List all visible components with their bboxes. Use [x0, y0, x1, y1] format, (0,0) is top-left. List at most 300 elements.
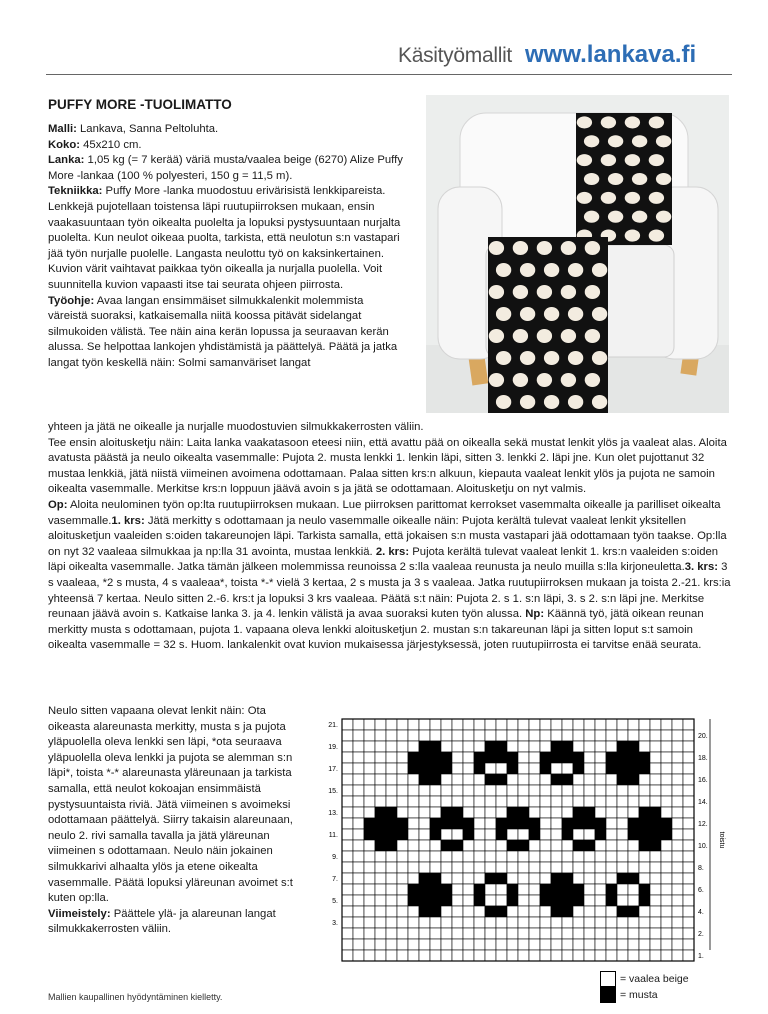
chart-cell [606, 906, 617, 917]
chart-cell [606, 741, 617, 752]
chart-cell [364, 741, 375, 752]
chart-cell [441, 928, 452, 939]
chart-cell [408, 950, 419, 961]
rug-dot [577, 192, 592, 204]
chart-cell [430, 928, 441, 939]
chart-cell [342, 829, 353, 840]
chart-cell [617, 719, 628, 730]
chart-cell [540, 917, 551, 928]
row-label-even: 20. [698, 733, 708, 740]
chart-cell [518, 862, 529, 873]
chart-cell [474, 719, 485, 730]
knitting-chart-grid [316, 715, 730, 967]
chart-cell [606, 807, 617, 818]
chart-cell [441, 719, 452, 730]
chart-cell [628, 939, 639, 950]
chart-cell [463, 785, 474, 796]
chart-cell [463, 719, 474, 730]
rug-dot [632, 173, 647, 185]
chart-cell [683, 752, 694, 763]
chart-cell [628, 829, 639, 840]
row-label-odd: 17. [328, 766, 338, 773]
chart-cell [353, 884, 364, 895]
bold-label: Työohje: [48, 294, 95, 307]
chart-cell [562, 818, 573, 829]
chart-cell [452, 785, 463, 796]
chart-cell [650, 862, 661, 873]
chart-cell [683, 895, 694, 906]
chart-cell [639, 895, 650, 906]
chart-cell [507, 862, 518, 873]
header-url-link[interactable]: www.lankava.fi [525, 41, 697, 68]
chart-cell [672, 785, 683, 796]
chart-cell [683, 950, 694, 961]
chart-cell [430, 939, 441, 950]
chart-cell [474, 730, 485, 741]
chart-cell [650, 796, 661, 807]
row-label-odd: 3. [332, 920, 338, 927]
chart-cell [518, 763, 529, 774]
chart-cell [573, 950, 584, 961]
chart-cell [441, 851, 452, 862]
chart-cell [683, 763, 694, 774]
rug-dot [585, 329, 600, 343]
chart-cell [551, 906, 562, 917]
chart-cell [683, 796, 694, 807]
chart-cell [595, 829, 606, 840]
chart-cell [617, 862, 628, 873]
chart-cell [661, 807, 672, 818]
chart-cell [529, 840, 540, 851]
chart-cell [650, 895, 661, 906]
row-label-odd: 13. [328, 810, 338, 817]
chart-cell [573, 752, 584, 763]
body-text: Tee ensin aloitusketju näin: Laita lanka vaakatasoon eteesi niin, että avattu pää on oikealla sekä mustat lenkit ylös ja vaaleat alas. Aloita avatusta päästä ja neulo oikealta vasemmalle: Pujota 2. musta lenkki 1. lenkin läpi, sitten 3. lenkki 2. läpi jne. Kun olet pujottanut 32 mustaa lenkkiä, jätä niistä viimeinen avoimena odottamaan. Palaa sitten krs:n alkuun, kiepauta vaaleat lenkit ylös ja pujota ne samoin oikealta vasemmalle. Merkitse krs:n loppuun jäävä avoin s ja jätä se odottamaan. Aloitusketju on nyt valmis. [48, 436, 727, 496]
chart-cell [529, 818, 540, 829]
chart-cell [551, 895, 562, 906]
chart-cell [397, 741, 408, 752]
chart-cell [672, 719, 683, 730]
chart-cell [562, 741, 573, 752]
chart-cell [672, 741, 683, 752]
chart-cell [683, 818, 694, 829]
chart-cell [584, 884, 595, 895]
chart-cell [661, 774, 672, 785]
rug-dot [592, 351, 607, 365]
chart-cell [386, 774, 397, 785]
chart-cell [353, 785, 364, 796]
chart-cell [496, 873, 507, 884]
page-header [398, 41, 732, 74]
intro-text [48, 122, 406, 372]
chart-cell [386, 950, 397, 961]
chart-cell [397, 763, 408, 774]
chart-cell [386, 873, 397, 884]
chart-cell [408, 818, 419, 829]
chart-cell [628, 796, 639, 807]
chart-cell [353, 774, 364, 785]
chart-cell [595, 818, 606, 829]
chart-cell [463, 895, 474, 906]
chart-cell [562, 917, 573, 928]
rug-dot [544, 263, 559, 277]
chart-cell [650, 939, 661, 950]
bold-label: Lanka: [48, 154, 85, 167]
chart-cell [639, 752, 650, 763]
rug-dot [577, 116, 592, 128]
chart-cell [408, 840, 419, 851]
chart-cell [452, 763, 463, 774]
legend-item-light [600, 971, 689, 987]
bold-label: Viimeistely: [48, 907, 111, 920]
chart-cell [617, 818, 628, 829]
chart-cell [628, 785, 639, 796]
rug-dot [585, 373, 600, 387]
chart-cell [419, 796, 430, 807]
chart-cell [375, 939, 386, 950]
chart-cell [595, 928, 606, 939]
chart-cell [474, 807, 485, 818]
chart-cell [551, 741, 562, 752]
chart-cell [639, 851, 650, 862]
chart-cell [452, 829, 463, 840]
chart-cell [485, 895, 496, 906]
paragraph [48, 153, 406, 184]
rug-dot [513, 241, 528, 255]
rug-dot [544, 395, 559, 409]
chart-cell [375, 807, 386, 818]
paragraph [48, 704, 300, 907]
rug-dot [632, 211, 647, 223]
chart-cell [342, 840, 353, 851]
chart-cell [408, 763, 419, 774]
chart-cell [639, 818, 650, 829]
chart-cell [342, 928, 353, 939]
chart-cell [584, 807, 595, 818]
chart-cell [496, 840, 507, 851]
chart-cell [441, 840, 452, 851]
chart-cell [375, 818, 386, 829]
chart-cell [573, 774, 584, 785]
chart-cell [584, 851, 595, 862]
chart-cell [485, 873, 496, 884]
chart-cell [507, 950, 518, 961]
chart-cell [540, 862, 551, 873]
chart-cell [430, 741, 441, 752]
chart-cell [441, 939, 452, 950]
chart-cell [551, 763, 562, 774]
chart-cell [606, 939, 617, 950]
chart-cell [573, 829, 584, 840]
chart-cell [584, 752, 595, 763]
chart-cell [661, 741, 672, 752]
chart-cell [463, 884, 474, 895]
chart-cell [650, 719, 661, 730]
chart-cell [342, 741, 353, 752]
chart-cell [529, 719, 540, 730]
chart-cell [650, 884, 661, 895]
chart-cell [419, 840, 430, 851]
chart-cell [364, 763, 375, 774]
chart-cell [606, 785, 617, 796]
chart-cell [617, 752, 628, 763]
chart-cell [485, 906, 496, 917]
chart-cell [639, 796, 650, 807]
chart-cell [562, 862, 573, 873]
chart-cell [463, 950, 474, 961]
chart-cell [639, 719, 650, 730]
chart-cell [507, 939, 518, 950]
chart-cell [650, 950, 661, 961]
row-label-odd: 15. [328, 788, 338, 795]
chart-cell [474, 873, 485, 884]
bold-label: 3. krs: [684, 561, 719, 574]
chart-cell [474, 939, 485, 950]
chart-cell [496, 939, 507, 950]
paragraph [48, 138, 406, 154]
chart-cell [518, 818, 529, 829]
chart-cell [683, 774, 694, 785]
chart-cell [639, 807, 650, 818]
chart-cell [529, 939, 540, 950]
chart-cell [419, 719, 430, 730]
chart-cell [518, 950, 529, 961]
chart-cell [562, 851, 573, 862]
chart-cell [419, 873, 430, 884]
chart-cell [441, 829, 452, 840]
chart-cell [628, 774, 639, 785]
chart-cell [386, 763, 397, 774]
chart-cell [628, 719, 639, 730]
chart-cell [661, 763, 672, 774]
chart-cell [606, 884, 617, 895]
chart-cell [683, 939, 694, 950]
chart-cell [672, 752, 683, 763]
chart-cell [617, 796, 628, 807]
chart-cell [551, 752, 562, 763]
chart-cell [342, 862, 353, 873]
chart-cell [353, 873, 364, 884]
chart-cell [584, 950, 595, 961]
row-label-odd: 21. [328, 722, 338, 729]
chart-cell [551, 807, 562, 818]
chart-cell [573, 939, 584, 950]
chart-cell [584, 741, 595, 752]
chart-cell [375, 906, 386, 917]
rug-dot [520, 351, 535, 365]
chart-cell [595, 763, 606, 774]
chart-cell [507, 917, 518, 928]
chart-cell [562, 807, 573, 818]
chart-cell [353, 917, 364, 928]
chart-cell [364, 829, 375, 840]
chart-cell [397, 884, 408, 895]
chart-cell [584, 829, 595, 840]
chart-cell [606, 873, 617, 884]
paragraph [48, 907, 300, 938]
row-label-odd: 9. [332, 854, 338, 861]
chart-cell [397, 829, 408, 840]
chart-cell [661, 917, 672, 928]
chart-cell [672, 873, 683, 884]
chart-cell [672, 939, 683, 950]
chart-cell [397, 917, 408, 928]
body-text: 45x210 cm. [80, 138, 142, 151]
chart-cell [540, 884, 551, 895]
chart-cell [672, 884, 683, 895]
chart-cell [474, 741, 485, 752]
rug-dot [608, 135, 623, 147]
chart-cell [562, 928, 573, 939]
chart-cell [595, 851, 606, 862]
chart-cell [441, 785, 452, 796]
chart-cell [584, 939, 595, 950]
chart-cell [661, 862, 672, 873]
chart-cell [628, 862, 639, 873]
chart-cell [430, 785, 441, 796]
chart-cell [683, 851, 694, 862]
rug-dot [513, 285, 528, 299]
chart-cell [397, 752, 408, 763]
chart-cell [452, 730, 463, 741]
chart-cell [551, 884, 562, 895]
rug-dot [537, 373, 552, 387]
chart-cell [463, 873, 474, 884]
chart-cell [342, 785, 353, 796]
chart-cell [562, 763, 573, 774]
chart-cell [375, 884, 386, 895]
rug-dot [584, 135, 599, 147]
chart-cell [639, 917, 650, 928]
row-label-odd: 7. [332, 876, 338, 883]
chart-cell [562, 939, 573, 950]
bold-label: Op: [48, 498, 68, 511]
chart-cell [573, 884, 584, 895]
chart-cell [397, 785, 408, 796]
rug-dot [625, 192, 640, 204]
chart-cell [617, 851, 628, 862]
row-label-even: 12. [698, 821, 708, 828]
chart-cell [463, 752, 474, 763]
chart-cell [441, 895, 452, 906]
chart-cell [364, 906, 375, 917]
chart-cell [342, 884, 353, 895]
chart-cell [463, 763, 474, 774]
chart-cell [518, 906, 529, 917]
chart-cell [584, 763, 595, 774]
rug-dot [496, 263, 511, 277]
chart-cell [639, 939, 650, 950]
chart-cell [551, 719, 562, 730]
chart-cell [562, 906, 573, 917]
chart-cell [430, 730, 441, 741]
row-label-even: 14. [698, 799, 708, 806]
chart-cell [518, 884, 529, 895]
chart-cell [540, 895, 551, 906]
chart-cell [386, 796, 397, 807]
paragraph [48, 184, 406, 293]
chart-cell [463, 796, 474, 807]
chart-cell [628, 752, 639, 763]
chart-cell [595, 917, 606, 928]
chart-cell [419, 785, 430, 796]
chart-cell [518, 829, 529, 840]
knitting-chart [316, 715, 730, 972]
chart-cell [463, 840, 474, 851]
chart-cell [397, 895, 408, 906]
chart-cell [628, 884, 639, 895]
row-label-odd: 5. [332, 898, 338, 905]
header-divider [46, 74, 732, 75]
chart-cell [463, 741, 474, 752]
chart-cell [551, 928, 562, 939]
chart-cell [595, 807, 606, 818]
chart-cell [606, 818, 617, 829]
chart-cell [342, 873, 353, 884]
chart-cell [452, 884, 463, 895]
chart-cell [353, 829, 364, 840]
chart-cell [595, 730, 606, 741]
chart-cell [540, 906, 551, 917]
chart-cell [529, 785, 540, 796]
chart-cell [507, 851, 518, 862]
row-label-odd: 19. [328, 744, 338, 751]
chart-cell [485, 807, 496, 818]
chart-cell [496, 950, 507, 961]
rug-dot [537, 329, 552, 343]
chart-cell [397, 774, 408, 785]
chart-cell [474, 763, 485, 774]
chart-cell [496, 763, 507, 774]
rug-dot [489, 241, 504, 255]
chart-cell [408, 928, 419, 939]
chart-cell [584, 917, 595, 928]
chart-cell [617, 884, 628, 895]
chart-cell [628, 818, 639, 829]
chart-cell [518, 928, 529, 939]
chart-cell [606, 862, 617, 873]
chart-cell [650, 741, 661, 752]
chart-cell [606, 851, 617, 862]
chart-cell [573, 928, 584, 939]
chart-cell [584, 906, 595, 917]
chart-cell [573, 730, 584, 741]
chart-cell [650, 763, 661, 774]
chart-cell [452, 950, 463, 961]
chart-cell [430, 796, 441, 807]
rug-dot [577, 154, 592, 166]
chart-cell [386, 818, 397, 829]
chart-cell [606, 730, 617, 741]
chart-cell [408, 807, 419, 818]
chart-cell [430, 851, 441, 862]
chart-cell [474, 796, 485, 807]
chart-cell [386, 741, 397, 752]
rug-dot [489, 285, 504, 299]
chart-cell [683, 884, 694, 895]
chart-cell [540, 851, 551, 862]
chart-cell [562, 840, 573, 851]
rug-dot [513, 373, 528, 387]
header-label: Käsityömallit [398, 44, 512, 67]
chart-cell [617, 741, 628, 752]
chart-cell [364, 774, 375, 785]
chart-cell [441, 884, 452, 895]
chart-cell [375, 752, 386, 763]
chart-cell [529, 752, 540, 763]
chart-cell [419, 752, 430, 763]
chart-cell [595, 741, 606, 752]
